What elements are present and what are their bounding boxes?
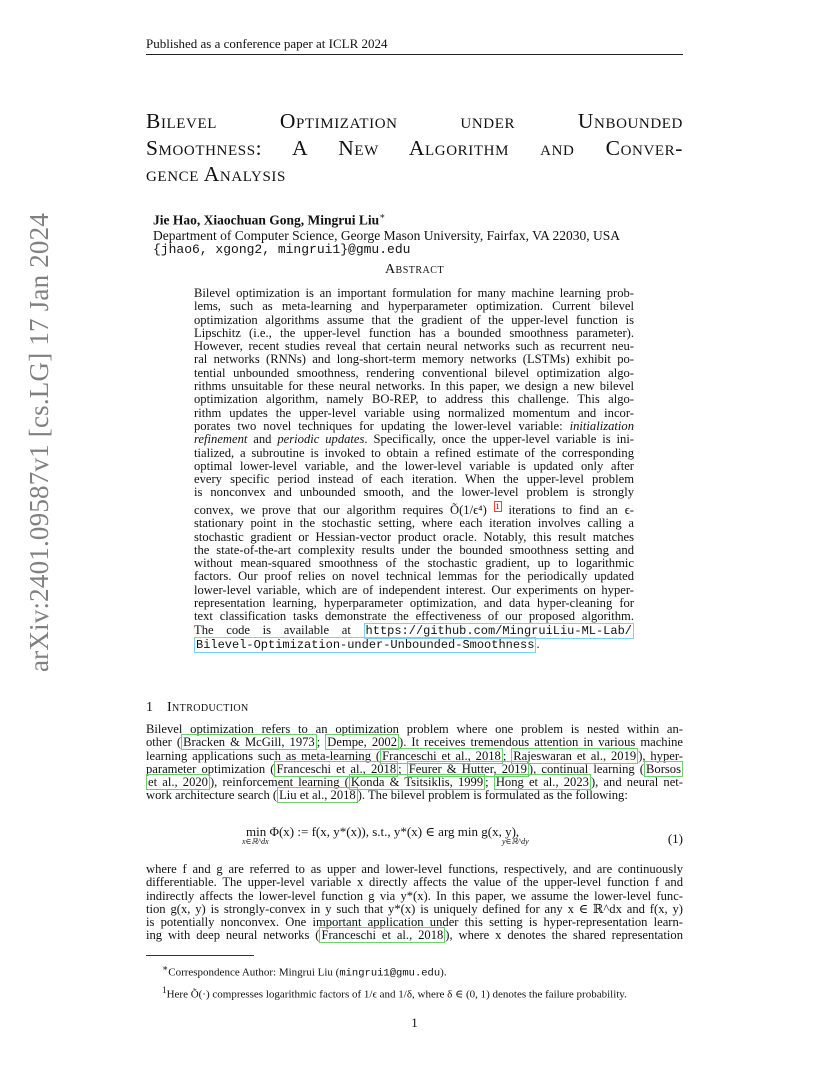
emphasis: periodic updates xyxy=(277,432,365,447)
arxiv-identifier: arXiv:2401.09587v1 [cs.LG] 17 Jan 2024 xyxy=(24,212,54,672)
body-text: ), hyper- xyxy=(638,748,683,763)
body-text: ), and neural net- xyxy=(590,775,683,790)
body-text: ), reinforcement learning ( xyxy=(209,775,349,790)
body-text: learning applications such as meta-learning ( xyxy=(146,748,381,763)
body-text: ; xyxy=(398,761,407,776)
abstract-line xyxy=(194,420,634,433)
abstract-line xyxy=(194,624,634,638)
body-text: ; xyxy=(502,748,512,763)
citation-link[interactable]: Feurer & Hutter, 2019 xyxy=(408,761,527,776)
equation-subscript-x: x∈ℝ^dx xyxy=(242,837,269,846)
body-text: ), continual learning ( xyxy=(528,761,644,776)
abstract-line: lower-level variable, which are of independent interest. Our experiments on hyper- xyxy=(194,582,634,597)
abstract-text: The code is available at xyxy=(194,622,364,637)
body-line: Bilevel optimization refers to an optimization problem where one problem is nested within an- xyxy=(146,722,683,736)
abstract-line: stationary point in the stochastic setting, where each iteration involves calling a xyxy=(194,516,634,531)
equation-number: (1) xyxy=(667,831,683,846)
abstract-text: and xyxy=(247,432,278,447)
body-text: ing with deep neural networks ( xyxy=(146,928,320,943)
abstract-line xyxy=(194,638,634,652)
author-affiliation: Department of Computer Science, George Mason University, Fairfax, VA 22030, USA xyxy=(153,228,621,243)
citation-link[interactable]: Franceschi et al., 2018 xyxy=(382,748,501,763)
code-link[interactable]: Bilevel-Optimization-under-Unbounded-Smoothness xyxy=(196,637,535,652)
abstract-line: without mean-squared smoothness of the stochastic gradient, up to logarithmic xyxy=(194,556,634,571)
abstract-line: optimization algorithms assume that the gradient of the upper-level function is xyxy=(194,312,634,327)
citation-link[interactable]: et al., 2020 xyxy=(148,775,208,790)
footnote-text: Correspondence Author: Mingrui Liu ( xyxy=(168,966,340,979)
section-title: Introduction xyxy=(167,700,249,715)
footnote-text: ). xyxy=(440,966,447,979)
equation-subscript-y: y∈ℝ^dy xyxy=(502,837,529,846)
abstract-line: text classification tasks demonstrate the effectiveness of our proposed algorithm. xyxy=(194,609,634,624)
page-number: 1 xyxy=(411,1015,418,1030)
abstract-line: representation learning, hyperparameter optimization, and data hyper-cleaning for xyxy=(194,596,634,611)
abstract-line: rithms unsuitable for these neural networks. In this paper, we design a new bilevel xyxy=(194,379,634,394)
emphasis: initialization xyxy=(569,418,634,433)
abstract-line xyxy=(194,433,634,446)
citation-link[interactable]: Rajeswaran et al., 2019 xyxy=(513,748,637,763)
abstract-body xyxy=(194,287,634,652)
footnote-text: Here Õ(·) compresses logarithmic factors of 1/ϵ and 1/δ, where δ ∈ (0, 1) denotes the failure probability. xyxy=(166,988,627,1001)
body-line: differentiable. The upper-level variable x directly affects the value of the upper-level function f and xyxy=(146,875,683,890)
abstract-line: Bilevel optimization is an important formulation for many machine learning prob- xyxy=(194,286,634,300)
abstract-text: iterations to find an ϵ- xyxy=(501,502,634,517)
citation-link[interactable]: Konda & Tsitsiklis, 1999 xyxy=(350,775,484,790)
intro-paragraph-2 xyxy=(146,863,683,943)
abstract-line: tialized, a subroutine is invoked to obtain a refined estimate of the corresponding xyxy=(194,445,634,460)
abstract-text: porates two novel techniques for updating the lower-level variable: xyxy=(194,418,563,433)
running-header: Published as a conference paper at ICLR 2024 xyxy=(146,36,388,51)
abstract-line xyxy=(194,500,634,517)
footnote-mark: ∗ xyxy=(162,963,169,973)
author-email[interactable]: {jhao6, xgong2, mingrui1}@gmu.edu xyxy=(153,242,411,257)
body-text: ), where x denotes the shared representation xyxy=(445,928,683,943)
citation-link[interactable]: Borsos xyxy=(646,761,681,776)
body-line: where f and g are referred to as upper and lower-level functions, respectively, and are continuously xyxy=(146,862,683,876)
body-text: ). It receives tremendous attention in various machine xyxy=(399,735,683,750)
abstract-text: . xyxy=(536,636,540,651)
section-number: 1 xyxy=(146,700,153,715)
abstract-heading: Abstract xyxy=(384,262,445,277)
abstract-line: ral networks (RNNs) and long-short-term memory networks (LSTMs) exhibit po- xyxy=(194,352,634,367)
intro-paragraph-1 xyxy=(146,723,683,803)
citation-link[interactable]: Franceschi et al., 2018 xyxy=(276,761,397,776)
title-line-3: gence Analysis xyxy=(146,162,286,186)
abstract-line: rithm updates the upper-level variable using normalized momentum and incor- xyxy=(194,405,634,420)
body-line xyxy=(146,789,683,802)
abstract-line: every specific period instead of each iteration. When the upper-level problem xyxy=(194,472,634,487)
citation-link[interactable]: Bracken & McGill, 1973 xyxy=(183,735,315,750)
citation-link[interactable]: Hong et al., 2023 xyxy=(495,775,589,790)
body-text: other ( xyxy=(146,735,182,750)
code-link[interactable]: https://github.com/MingruiLiu-ML-Lab/ xyxy=(365,623,632,638)
body-text: work architecture search ( xyxy=(146,788,278,803)
body-text: ; xyxy=(485,775,494,790)
abstract-line: factors. Our proof relies on novel technical lemmas for the periodically updated xyxy=(194,569,634,584)
footnote-2 xyxy=(146,982,683,1003)
abstract-line: optimal lower-level variable, and the lower-level variable is updated only after xyxy=(194,458,634,473)
abstract-text: convex, we prove that our algorithm requires xyxy=(194,502,450,517)
abstract-line: However, recent studies reveal that certain neural networks such as recurrent neu- xyxy=(194,339,634,354)
footnote-1 xyxy=(146,960,683,982)
author-names xyxy=(153,211,385,229)
abstract-line: is nonconvex and unbounded smooth, and the lower-level problem is strongly xyxy=(194,485,634,500)
paper-title xyxy=(146,108,683,188)
footnotes xyxy=(146,960,683,1002)
title-line-1: Bilevel Optimization under Unbounded xyxy=(146,109,683,133)
footnote-mark: 1 xyxy=(162,984,167,995)
author-list: Jie Hao, Xiaochuan Gong, Mingrui Liu xyxy=(153,212,380,228)
abstract-text: . Specifically, once the upper-level variable is ini- xyxy=(364,432,635,447)
title-line-2: Smoothness: A New Algorithm and Conver- xyxy=(146,135,683,160)
correspondence-mark: ∗ xyxy=(379,211,386,221)
footnote-link[interactable]: 1 xyxy=(495,501,500,511)
citation-link[interactable]: Franceschi et al., 2018 xyxy=(321,928,444,943)
body-line: tion g(x, y) is strongly-convex in y such that y*(x) is uniquely defined for any x ∈ ℝ^dx and f(x, y) xyxy=(146,901,683,916)
body-line: indirectly affects the lower-level function g via y*(x). In this paper, we assume the lower-level func- xyxy=(146,888,683,903)
body-text: ; xyxy=(316,735,326,750)
emphasis: refinement xyxy=(194,432,248,447)
header-rule xyxy=(146,54,683,55)
abstract-line: tential unbounded smoothness, rendering conventional bilevel optimization algo- xyxy=(194,365,634,380)
body-text: ). The bilevel problem is formulated as the following: xyxy=(357,788,628,803)
equation-expression: min Φ(x) := f(x, y*(x)), s.t., y*(x) ∈ arg min g(x, y), xyxy=(246,824,520,839)
abstract-line: Lipschitz (i.e., the upper-level function has a bounded smoothness parameter). xyxy=(194,325,634,340)
footnote-rule xyxy=(146,955,254,956)
abstract-line: lems, such as meta-learning and hyperparameter optimization. Current bilevel xyxy=(194,299,634,314)
abstract-line: the state-of-the-art complexity results under the bounded smoothness setting and xyxy=(194,542,634,557)
body-line: is potentially nonconvex. One important application under this setting is hyper-representation learn- xyxy=(146,915,683,930)
abstract-line: stochastic gradient or Hessian-vector product oracle. Notably, this result matches xyxy=(194,529,634,544)
abstract-line: optimization algorithm, namely BO-REP, to address this challenge. This algo- xyxy=(194,392,634,407)
footnote-email[interactable]: mingrui1@gmu.edu xyxy=(339,967,441,980)
section-heading xyxy=(146,700,249,716)
complexity-math: Õ(1/ϵ⁴) xyxy=(450,502,487,517)
citation-link[interactable]: Liu et al., 2018 xyxy=(279,788,356,803)
body-line xyxy=(146,929,683,942)
equation-1 xyxy=(146,821,683,851)
citation-link[interactable]: Dempe, 2002 xyxy=(327,735,398,750)
body-text: parameter optimization ( xyxy=(146,761,275,776)
